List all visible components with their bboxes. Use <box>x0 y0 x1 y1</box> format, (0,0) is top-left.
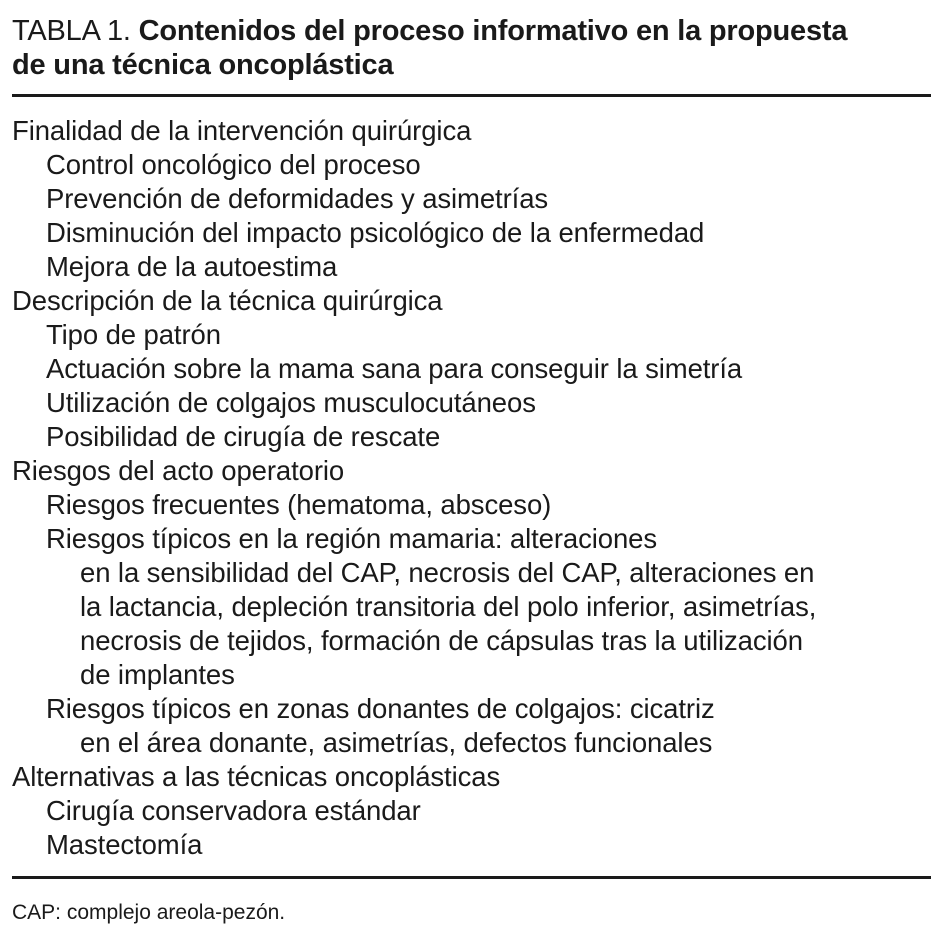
list-item-continuation: la lactancia, depleción transitoria del polo inferior, asimetrías, <box>80 591 817 622</box>
bottom-rule <box>12 876 931 879</box>
table-title <box>12 14 932 82</box>
list-item: Control oncológico del proceso <box>46 149 421 180</box>
list-item-continuation: en la sensibilidad del CAP, necrosis del CAP, alteraciones en <box>80 557 815 588</box>
list-item-mammary-risks: Riesgos típicos en la región mamaria: alteraciones <box>46 523 657 554</box>
table-heading-line-2: de una técnica oncoplástica <box>12 49 394 81</box>
section-title-finalidad: Finalidad de la intervención quirúrgica <box>12 115 472 146</box>
table-heading-line-1: Contenidos del proceso informativo en la propuesta <box>138 15 848 47</box>
list-item-donor-risks: Riesgos típicos en zonas donantes de colgajos: cicatriz <box>46 693 715 724</box>
section-title-riesgos: Riesgos del acto operatorio <box>12 455 345 486</box>
list-item-continuation: necrosis de tejidos, formación de cápsulas tras la utilización <box>80 625 803 656</box>
list-item-continuation: en el área donante, asimetrías, defectos funcionales <box>80 727 713 758</box>
list-item: Tipo de patrón <box>46 319 221 350</box>
list-item: Posibilidad de cirugía de rescate <box>46 421 441 452</box>
list-item: Prevención de deformidades y asimetrías <box>46 183 549 214</box>
list-item: Riesgos frecuentes (hematoma, absceso) <box>46 489 552 520</box>
list-item-continuation: de implantes <box>80 659 235 690</box>
list-item: Cirugía conservadora estándar <box>46 795 421 826</box>
section-title-descripcion: Descripción de la técnica quirúrgica <box>12 285 443 316</box>
list-item: Actuación sobre la mama sana para conseguir la simetría <box>46 353 743 384</box>
list-item: Mejora de la autoestima <box>46 251 338 282</box>
list-item: Mastectomía <box>46 829 203 860</box>
list-item: Utilización de colgajos musculocutáneos <box>46 387 536 418</box>
list-item: Disminución del impacto psicológico de la enfermedad <box>46 217 705 248</box>
table-number: TABLA 1. <box>12 15 131 47</box>
table-body <box>12 114 932 862</box>
footnote: CAP: complejo areola-pezón. <box>12 901 286 924</box>
top-rule <box>12 94 931 97</box>
section-title-alternativas: Alternativas a las técnicas oncoplásticas <box>12 761 501 792</box>
